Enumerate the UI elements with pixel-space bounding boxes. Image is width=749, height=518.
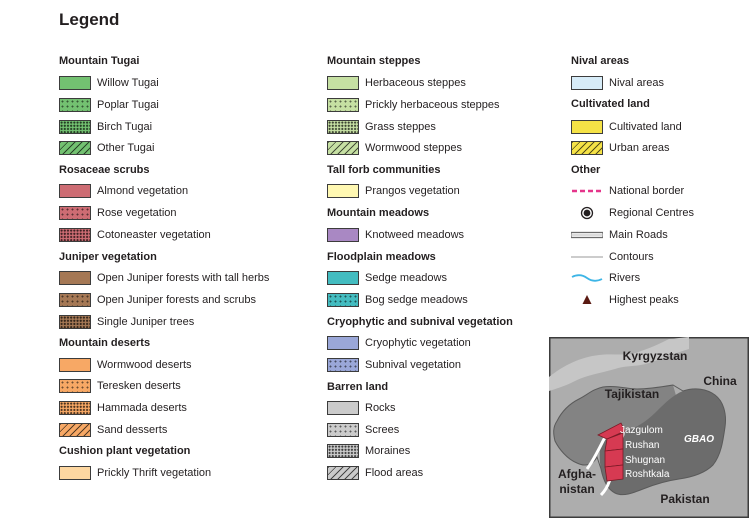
header-floodplain-meadows: Floodplain meadows [327, 251, 436, 263]
legend-item-juniper-scrubs [59, 292, 256, 308]
swatch-single-juniper [59, 315, 91, 329]
swatch-teresken-deserts [59, 379, 91, 393]
swatch-sand-desserts [59, 423, 91, 437]
label-teresken-deserts: Teresken deserts [97, 380, 181, 392]
legend-item-moraines [327, 443, 410, 459]
legend-item-regional-centres [571, 205, 694, 221]
label-prickly-herbaceous-steppes: Prickly herbaceous steppes [365, 99, 500, 111]
legend-item-contours [571, 249, 654, 265]
legend-item-birch-tugai [59, 119, 152, 135]
legend-item-grass-steppes [327, 119, 436, 135]
inset-label-jazgulom: Jazgulom [620, 425, 663, 436]
peak-triangle-icon [571, 292, 603, 308]
label-cultivated-land: Cultivated land [609, 121, 682, 133]
swatch-cultivated-land [571, 120, 603, 134]
label-screes: Screes [365, 424, 400, 436]
inset-label-afghanistan-1: Afgha- [558, 467, 596, 481]
inset-label-roshtkala: Roshtkala [625, 469, 670, 480]
inset-label-china: China [703, 374, 737, 388]
swatch-subnival [327, 358, 359, 372]
main-road-symbol [571, 227, 603, 243]
legend-item-bog-sedge-meadows [327, 292, 468, 308]
legend-item-urban-areas [571, 140, 670, 156]
label-highest-peaks: Highest peaks [609, 294, 679, 306]
label-flood-areas: Flood areas [365, 467, 424, 479]
label-rocks: Rocks [365, 402, 396, 414]
header-cultivated-land: Cultivated land [571, 98, 650, 110]
swatch-other-tugai [59, 141, 91, 155]
header-mountain-deserts: Mountain deserts [59, 337, 151, 349]
label-wormwood-steppes: Wormwood steppes [365, 142, 463, 154]
header-mountain-tugai: Mountain Tugai [59, 55, 140, 67]
label-national-border: National border [609, 185, 685, 197]
swatch-wormwood-steppes [327, 141, 359, 155]
label-urban-areas: Urban areas [609, 142, 670, 154]
label-bog-sedge-meadows: Bog sedge meadows [365, 294, 468, 306]
label-rivers: Rivers [609, 272, 641, 284]
legend-item-nival-areas [571, 75, 664, 91]
legend-item-teresken-deserts [59, 378, 181, 394]
swatch-nival-areas [571, 76, 603, 90]
header-other: Other [571, 164, 601, 176]
label-almond: Almond vegetation [97, 185, 189, 197]
label-birch-tugai: Birch Tugai [97, 121, 153, 133]
label-other-tugai: Other Tugai [97, 142, 155, 154]
inset-label-pakistan: Pakistan [660, 492, 710, 506]
swatch-rose [59, 206, 91, 220]
label-juniper-scrubs: Open Juniper forests and scrubs [97, 294, 256, 306]
label-contours: Contours [609, 251, 654, 263]
legend-item-poplar-tugai [59, 97, 159, 113]
legend-item-herbaceous-steppes [327, 75, 466, 91]
legend-item-wormwood-steppes [327, 140, 462, 156]
legend-item-rose [59, 205, 177, 221]
inset-region-shugnan [605, 449, 623, 467]
swatch-cotoneaster [59, 228, 91, 242]
swatch-bog-sedge-meadows [327, 293, 359, 307]
swatch-grass-steppes [327, 120, 359, 134]
legend-item-almond [59, 183, 188, 199]
header-cryophytic: Cryophytic and subnival vegetation [327, 316, 513, 328]
label-knotweed: Knotweed meadows [365, 229, 465, 241]
regional-centre-icon [571, 205, 603, 221]
swatch-wormwood-deserts [59, 358, 91, 372]
label-nival-areas: Nival areas [609, 77, 665, 89]
national-border-symbol [571, 183, 603, 199]
swatch-juniper-scrubs [59, 293, 91, 307]
legend-item-rocks [327, 400, 396, 416]
swatch-almond [59, 184, 91, 198]
label-wormwood-deserts: Wormwood deserts [97, 359, 192, 371]
legend-item-main-roads [571, 227, 668, 243]
label-juniper-tall-herbs: Open Juniper forests with tall herbs [97, 272, 270, 284]
label-moraines: Moraines [365, 445, 411, 457]
legend-item-prangos [327, 183, 460, 199]
swatch-sedge-meadows [327, 271, 359, 285]
legend-item-highest-peaks [571, 292, 679, 308]
label-regional-centres: Regional Centres [609, 207, 694, 219]
legend-item-rivers [571, 270, 640, 286]
swatch-cryophytic [327, 336, 359, 350]
header-cushion-plant: Cushion plant vegetation [59, 445, 191, 457]
swatch-prangos [327, 184, 359, 198]
label-sedge-meadows: Sedge meadows [365, 272, 447, 284]
swatch-willow-tugai [59, 76, 91, 90]
header-juniper-vegetation: Juniper vegetation [59, 251, 157, 263]
header-barren-land: Barren land [327, 381, 389, 393]
inset-label-shugnan: Shugnan [625, 455, 666, 466]
label-grass-steppes: Grass steppes [365, 121, 436, 133]
legend-item-flood-areas [327, 465, 423, 481]
label-subnival: Subnival vegetation [365, 359, 462, 371]
label-herbaceous-steppes: Herbaceous steppes [365, 77, 466, 89]
legend-item-screes [327, 422, 399, 438]
legend-item-juniper-tall-herbs [59, 270, 269, 286]
label-poplar-tugai: Poplar Tugai [97, 99, 159, 111]
swatch-rocks [327, 401, 359, 415]
legend-item-knotweed [327, 227, 464, 243]
legend-item-wormwood-deserts [59, 357, 192, 373]
swatch-herbaceous-steppes [327, 76, 359, 90]
legend-item-hammada-deserts [59, 400, 187, 416]
label-prangos: Prangos vegetation [365, 185, 460, 197]
label-willow-tugai: Willow Tugai [97, 77, 159, 89]
swatch-birch-tugai [59, 120, 91, 134]
label-main-roads: Main Roads [609, 229, 668, 241]
swatch-poplar-tugai [59, 98, 91, 112]
legend-item-prickly-herbaceous-steppes [327, 97, 500, 113]
inset-label-afghanistan-2: nistan [559, 482, 595, 496]
swatch-prickly-herbaceous-steppes [327, 98, 359, 112]
header-tall-forb: Tall forb communities [327, 164, 441, 176]
header-nival-areas: Nival areas [571, 55, 630, 67]
inset-label-rushan: Rushan [625, 440, 660, 451]
legend-item-cryophytic [327, 335, 471, 351]
label-sand-desserts: Sand desserts [97, 424, 168, 436]
river-symbol [571, 270, 603, 286]
label-rose: Rose vegetation [97, 207, 177, 219]
legend-item-cultivated-land [571, 119, 682, 135]
header-rosaceae-scrubs: Rosaceae scrubs [59, 164, 150, 176]
swatch-juniper-tall-herbs [59, 271, 91, 285]
legend-item-prickly-thrift [59, 465, 211, 481]
swatch-prickly-thrift [59, 466, 91, 480]
legend-item-willow-tugai [59, 75, 159, 91]
legend-item-sand-desserts [59, 422, 167, 438]
legend-item-subnival [327, 357, 461, 373]
swatch-hammada-deserts [59, 401, 91, 415]
label-cotoneaster: Cotoneaster vegetation [97, 229, 211, 241]
label-prickly-thrift: Prickly Thrift vegetation [97, 467, 212, 479]
legend-item-other-tugai [59, 140, 154, 156]
inset-label-kyrgyzstan: Kyrgyzstan [622, 349, 688, 363]
legend-title: Legend [59, 10, 120, 29]
contour-symbol [571, 249, 603, 265]
legend-item-cotoneaster [59, 227, 211, 243]
label-single-juniper: Single Juniper trees [97, 316, 195, 328]
swatch-flood-areas [327, 466, 359, 480]
label-hammada-deserts: Hammada deserts [97, 402, 187, 414]
swatch-moraines [327, 444, 359, 458]
legend-item-national-border [571, 183, 684, 199]
legend-item-sedge-meadows [327, 270, 447, 286]
swatch-knotweed [327, 228, 359, 242]
header-mountain-steppes: Mountain steppes [327, 55, 421, 67]
legend-item-single-juniper [59, 314, 194, 330]
location-inset-map [549, 337, 749, 518]
inset-region-roshtkala [605, 465, 623, 481]
header-mountain-meadows: Mountain meadows [327, 207, 430, 219]
swatch-urban-areas [571, 141, 603, 155]
inset-label-tajikistan: Tajikistan [604, 387, 660, 401]
swatch-screes [327, 423, 359, 437]
label-cryophytic: Cryophytic vegetation [365, 337, 471, 349]
inset-label-gbao: GBAO [684, 434, 714, 445]
